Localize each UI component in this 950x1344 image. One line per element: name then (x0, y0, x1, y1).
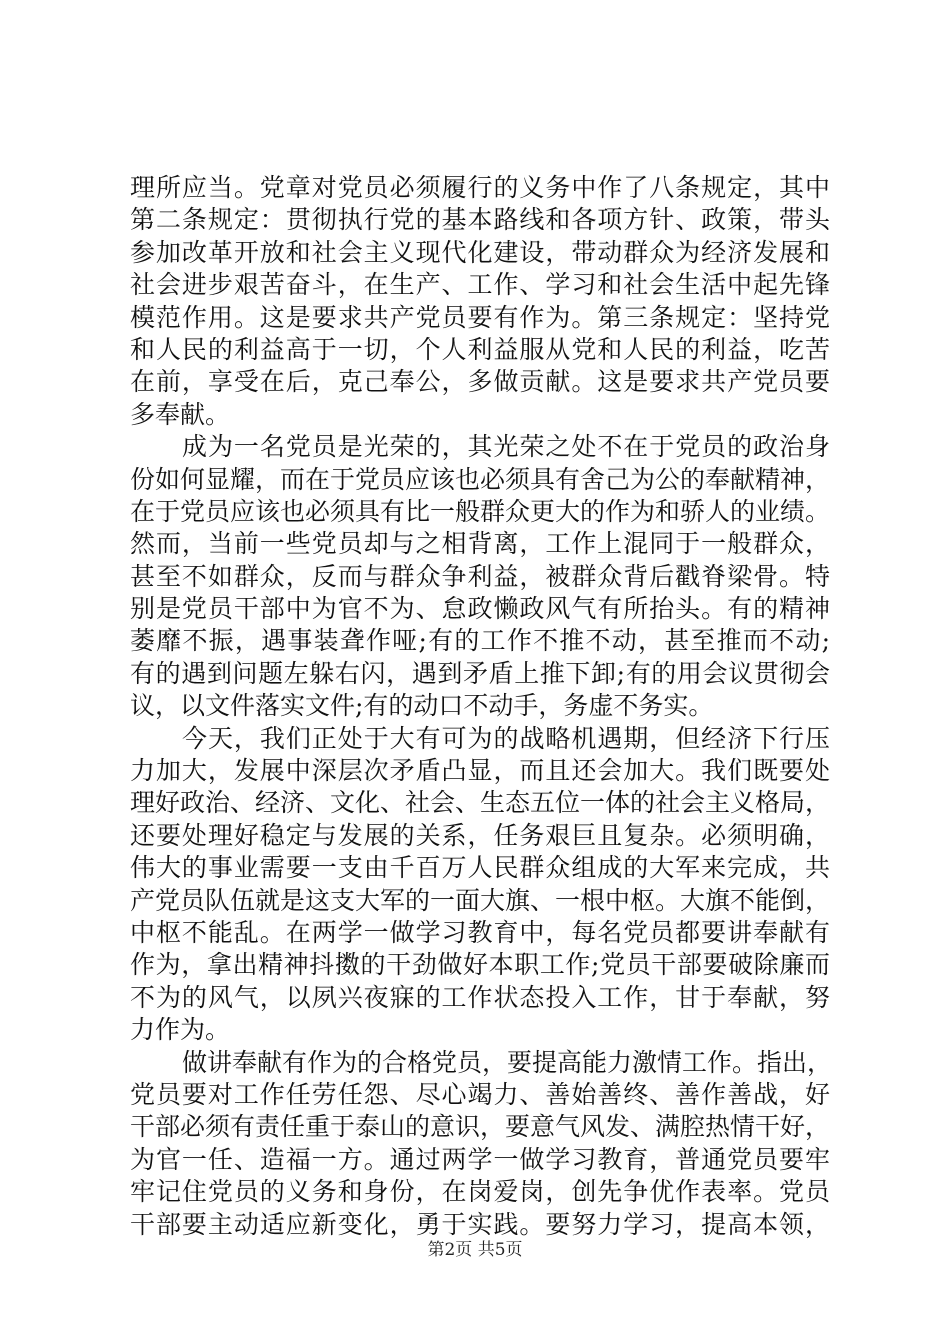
body-text (130, 172, 833, 1241)
text-line: 甚至不如群众，反而与群众争利益，被群众背后戳脊梁骨。特 (130, 561, 830, 591)
paragraph (130, 431, 830, 723)
text-line: 力加大，发展中深层次矛盾凸显，而且还会加大。我们既要处 (130, 756, 830, 786)
text-line: 份如何显耀，而在于党员应该也必须具有舍己为公的奉献精神， (130, 464, 831, 494)
text-line: 第二条规定：贯彻执行党的基本路线和各项方针、政策，带头 (130, 205, 830, 235)
text-line: 社会进步艰苦奋斗，在生产、工作、学习和社会生活中起先锋 (130, 270, 830, 300)
text-line: 萎靡不振，遇事装聋作哑;有的工作不推不动，甚至推而不动; (130, 626, 830, 656)
text-line: 在前，享受在后，克己奉公，多做贡献。这是要求共产党员要 (130, 367, 830, 397)
text-line: 理所应当。党章对党员必须履行的义务中作了八条规定，其中 (130, 173, 830, 202)
text-line: 作为，拿出精神抖擞的干劲做好本职工作;党员干部要破除廉而 (130, 950, 830, 980)
text-line: 产党员队伍就是这支大军的一面大旗、一根中枢。大旗不能倒， (130, 885, 831, 915)
paragraph (130, 1047, 833, 1241)
text-line: 和人民的利益高于一切，个人利益服从党和人民的利益，吃苦 (130, 334, 830, 364)
text-line: 干部要主动适应新变化，勇于实践。要努力学习，提高本领， (130, 1209, 830, 1239)
text-line: 不为的风气，以夙兴夜寐的工作状态投入工作，甘于奉献，努 (130, 982, 830, 1012)
paragraph (130, 723, 830, 1047)
text-line: 做讲奉献有作为的合格党员，要提高能力激情工作。指出， (182, 1047, 833, 1077)
text-line: 还要处理好稳定与发展的关系，任务艰巨且复杂。必须明确， (130, 820, 830, 850)
text-line: 干部必须有责任重于泰山的意识，要意气风发、满腔热情干好， (130, 1112, 831, 1142)
text-line: 伟大的事业需要一支由千百万人民群众组成的大军来完成，共 (130, 853, 830, 883)
text-line: 有的遇到问题左躲右闪，遇到矛盾上推下卸;有的用会议贯彻会 (130, 658, 830, 688)
paragraph (130, 172, 830, 431)
text-line: 然而，当前一些党员却与之相背离，工作上混同于一般群众， (130, 529, 830, 559)
text-line: 牢记住党员的义务和身份，在岗爱岗，创先争优作表率。党员 (130, 1177, 830, 1207)
page-footer: 第2页 共5页 (427, 1240, 523, 1260)
text-line: 理好政治、经济、文化、社会、生态五位一体的社会主义格局， (130, 788, 831, 818)
text-line: 为官一任、造福一方。通过两学一做学习教育，普通党员要牢 (130, 1144, 830, 1174)
text-line: 参加改革开放和社会主义现代化建设，带动群众为经济发展和 (130, 237, 830, 267)
text-line: 党员要对工作任劳任怨、尽心竭力、善始善终、善作善战，好 (130, 1079, 830, 1109)
text-line: 今天，我们正处于大有可为的战略机遇期，但经济下行压 (182, 723, 830, 753)
text-line: 在于党员应该也必须具有比一般群众更大的作为和骄人的业绩。 (130, 496, 831, 526)
text-line: 议，以文件落实文件;有的动口不动手，务虚不务实。 (130, 691, 714, 721)
text-line: 别是党员干部中为官不为、怠政懒政风气有所抬头。有的精神 (130, 594, 830, 624)
text-line: 模范作用。这是要求共产党员要有作为。第三条规定：坚持党 (130, 302, 830, 332)
text-line: 中枢不能乱。在两学一做学习教育中，每名党员都要讲奉献有 (130, 917, 830, 947)
text-line: 成为一名党员是光荣的，其光荣之处不在于党员的政治身 (182, 432, 830, 462)
text-line: 多奉献。 (130, 399, 231, 429)
text-line: 力作为。 (130, 1015, 231, 1045)
